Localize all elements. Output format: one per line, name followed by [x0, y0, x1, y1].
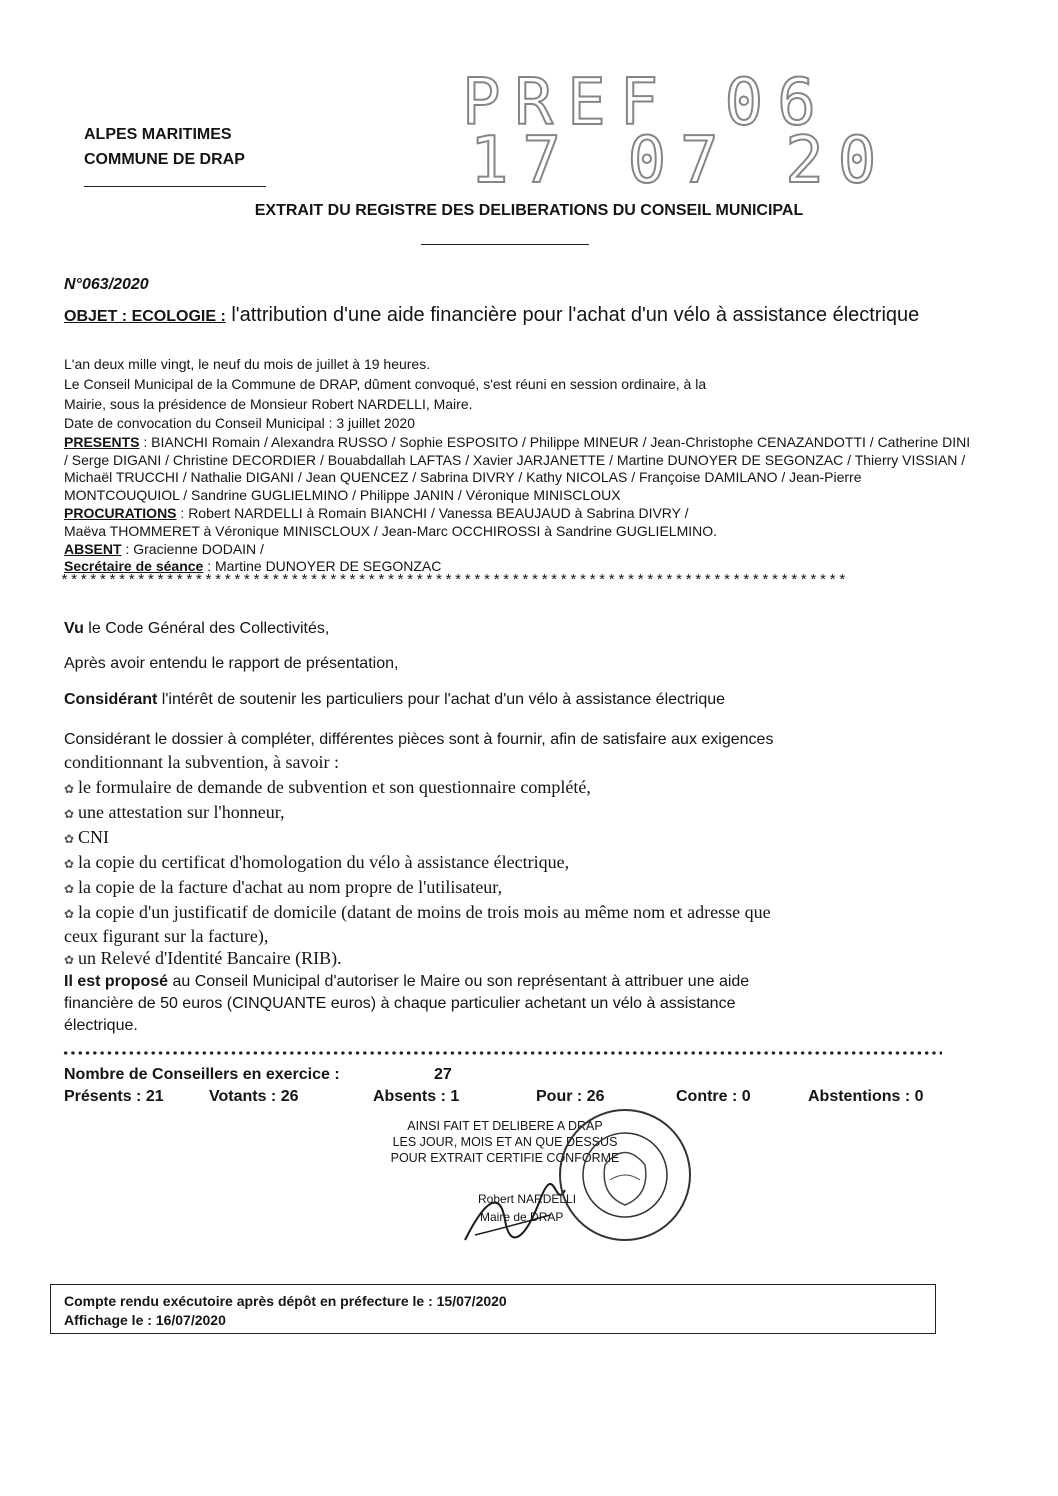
list-item-continuation: ceux figurant sur la facture),	[64, 926, 269, 946]
proposition-bold: Il est proposé	[64, 973, 169, 990]
procurations-line-2: Maëva THOMMERET à Véronique MINISCLOUX / Jean-Marc OCCHIROSSI à Sandrine GUGLIELMINO.	[64, 523, 718, 539]
prefecture-stamp-line1: PREF 06	[462, 66, 830, 140]
list-item	[64, 850, 944, 877]
flower-bullet-icon: ✿	[64, 807, 75, 821]
absent-text: : Gracienne DODAIN /	[121, 541, 264, 557]
absent-label: ABSENT	[64, 541, 122, 557]
flower-bullet-icon: ✿	[64, 782, 75, 796]
title-divider	[421, 244, 589, 245]
vu-text: le Code Général des Collectivités,	[83, 620, 330, 637]
vote-abstentions: Abstentions : 0	[808, 1088, 924, 1105]
proposition-line-3: électrique.	[64, 1017, 138, 1034]
convocation-date: Date de convocation du Conseil Municipal : 3 juillet 2020	[64, 415, 415, 431]
intro-line-2: Le Conseil Municipal de la Commune de DRAP, dûment convoqué, s'est réuni en session ordinaire, à la	[64, 376, 707, 392]
certification-line-1: AINSI FAIT ET DELIBERE A DRAP	[407, 1119, 603, 1133]
list-item	[64, 900, 944, 927]
list-item	[64, 946, 944, 973]
intro-line-3: Mairie, sous la présidence de Monsieur Robert NARDELLI, Maire.	[64, 396, 473, 412]
flower-bullet-icon: ✿	[64, 832, 75, 846]
prefecture-stamp-line2: 17 07 20	[470, 124, 891, 198]
considerant-paragraph-1	[64, 689, 944, 711]
separator-stars: **********************************************************************************	[60, 573, 848, 590]
list-item-text: une attestation sur l'honneur,	[78, 802, 285, 822]
subject-label: OBJET : ECOLOGIE :	[64, 308, 226, 325]
presents-label: PRESENTS	[64, 434, 140, 450]
considerant-paragraph-2: Considérant le dossier à compléter, différentes pièces sont à fournir, afin de satisfaire aux exigences	[64, 731, 774, 748]
list-item	[64, 775, 944, 802]
signatory-title: Maire de DRAP	[480, 1210, 564, 1224]
vote-votants: Votants : 26	[209, 1088, 299, 1105]
considerant-text: l'intérêt de soutenir les particuliers pour l'achat d'un vélo à assistance électrique	[157, 691, 726, 708]
proposition-text: au Conseil Municipal d'autoriser le Maire ou son représentant à attribuer une aide	[168, 973, 750, 990]
dotted-separator	[62, 1050, 942, 1056]
certification-line-3: POUR EXTRAIT CERTIFIE CONFORME	[390, 1151, 620, 1165]
list-item-text: le formulaire de demande de subvention et son questionnaire complété,	[78, 777, 591, 797]
list-item-text: la copie d'un justificatif de domicile (datant de moins de trois mois au même nom et adresse que	[78, 902, 771, 922]
list-item-text: CNI	[78, 827, 109, 847]
presents-list	[64, 434, 974, 504]
flower-bullet-icon: ✿	[64, 953, 75, 967]
document-title: EXTRAIT DU REGISTRE DES DELIBERATIONS DU CONSEIL MUNICIPAL	[254, 202, 804, 219]
vu-bold: Vu	[64, 620, 84, 637]
list-item	[64, 800, 944, 827]
flower-bullet-icon: ✿	[64, 857, 75, 871]
commune-name: COMMUNE DE DRAP	[84, 151, 245, 168]
flower-bullet-icon: ✿	[64, 882, 75, 896]
vote-pour: Pour : 26	[536, 1088, 605, 1105]
vote-contre: Contre : 0	[676, 1088, 751, 1105]
executory-line: Compte rendu exécutoire après dépôt en préfecture le : 15/07/2020	[64, 1293, 507, 1309]
procurations-text: : Robert NARDELLI à Romain BIANCHI / Vanessa BEAUJAUD à Sabrina DIVRY /	[176, 505, 689, 521]
absent-line	[64, 541, 984, 559]
list-item-text: un Relevé d'Identité Bancaire (RIB).	[78, 948, 342, 968]
vu-paragraph	[64, 618, 944, 640]
secretaire-label: Secrétaire de séance	[64, 558, 204, 574]
list-item-text: la copie de la facture d'achat au nom propre de l'utilisateur,	[78, 877, 503, 897]
procurations-label: PROCURATIONS	[64, 505, 177, 521]
intro-line-1: L'an deux mille vingt, le neuf du mois de juillet à 19 heures.	[64, 356, 431, 372]
affichage-line: Affichage le : 16/07/2020	[64, 1312, 226, 1328]
list-item	[64, 825, 944, 852]
secretaire-text: : Martine DUNOYER DE SEGONZAC	[203, 558, 442, 574]
conseillers-value: 27	[434, 1066, 452, 1083]
header-divider	[84, 186, 266, 187]
list-item-text: la copie du certificat d'homologation du vélo à assistance électrique,	[78, 852, 570, 872]
department-name: ALPES MARITIMES	[84, 126, 232, 143]
vote-absents: Absents : 1	[373, 1088, 460, 1105]
considerant-paragraph-2-cont: conditionnant la subvention, à savoir :	[64, 752, 339, 772]
procurations-line-1	[64, 505, 984, 523]
considerant-bold: Considérant	[64, 691, 158, 708]
vote-presents: Présents : 21	[64, 1088, 164, 1105]
list-item	[64, 875, 944, 902]
presents-names: : BIANCHI Romain / Alexandra RUSSO / Sophie ESPOSITO / Philippe MINEUR / Jean-Christophe CENAZANDOTTI / Catherine DINI / Serge DIGANI / Christine DECORDIER / Bouabdallah LAFTAS / Xavier JARJANETTE / Martine DUNOYER DE SEGONZAC / Thierry VISSIAN / Michaël TRUCCHI / Nathalie DIGANI / Jean QUENCEZ / Sabrina DIVRY / Kathy NICOLAS / Françoise DAMILANO / Jean-Pierre MONTCOUQUIOL / Sandrine GUGLIELMINO / Philippe JANIN / Véronique MINISCLOUX	[64, 434, 971, 503]
subject-text: l'attribution d'une aide financière pour l'achat d'un vélo à assistance électrique	[225, 304, 920, 326]
certification-line-2: LES JOUR, MOIS ET AN QUE DESSUS	[392, 1135, 618, 1149]
proposition-line-2: financière de 50 euros (CINQUANTE euros) à chaque particulier achetant un vélo à assistance	[64, 995, 736, 1012]
deliberation-number: N°063/2020	[64, 276, 149, 293]
signatory-name: Robert NARDELLI	[478, 1192, 577, 1206]
apres-paragraph: Après avoir entendu le rapport de présentation,	[64, 655, 399, 672]
deliberation-subject	[64, 302, 964, 330]
conseillers-label: Nombre de Conseillers en exercice :	[64, 1066, 340, 1083]
flower-bullet-icon: ✿	[64, 907, 75, 921]
mairie-seal-icon	[555, 1105, 695, 1245]
proposition-line-1	[64, 971, 944, 993]
